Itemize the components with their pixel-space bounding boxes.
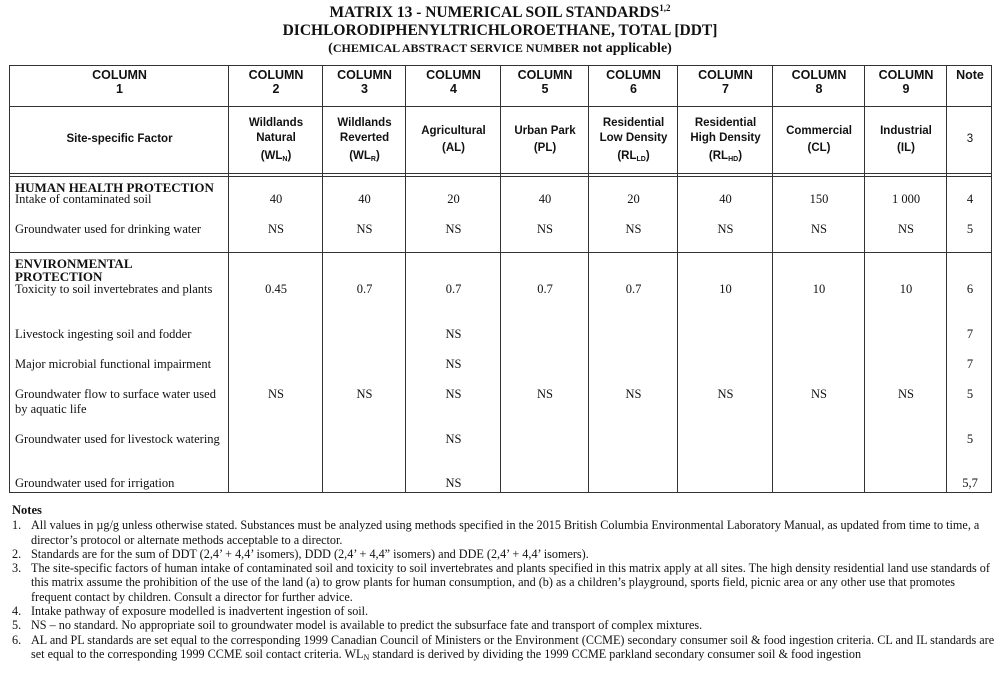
land-use-text xyxy=(249,116,303,165)
note-reference: 5,7 xyxy=(962,476,978,490)
land-use-label: Natural xyxy=(256,132,296,145)
standard-value: NS xyxy=(268,387,284,401)
land-use-label: 3 xyxy=(966,133,974,146)
factor-label: Toxicity to soil invertebrates and plants xyxy=(15,282,213,296)
column-number: 7 xyxy=(722,82,729,96)
land-use-abbreviation: (PL) xyxy=(533,142,557,154)
land-use-text xyxy=(66,132,172,148)
column-header xyxy=(406,68,501,104)
standard-value: 40 xyxy=(719,192,732,206)
land-use-label: Site-specific Factor xyxy=(66,133,173,146)
column-header-text xyxy=(698,68,753,96)
column-number: 8 xyxy=(815,82,823,96)
standard-value: NS xyxy=(445,222,462,236)
standard-value: 150 xyxy=(809,192,829,206)
column-header xyxy=(678,68,773,104)
section-divider xyxy=(10,252,991,253)
note-item xyxy=(12,547,997,561)
column-header-text xyxy=(879,68,934,96)
factor-label: Livestock ingesting soil and fodder xyxy=(15,327,192,341)
note-item xyxy=(12,518,997,547)
standard-value: NS xyxy=(625,387,642,401)
note-ref-header xyxy=(947,107,993,173)
note-reference: 7 xyxy=(966,357,974,371)
land-use-text xyxy=(786,124,852,157)
column-number: 6 xyxy=(630,82,637,96)
land-use-text xyxy=(690,116,760,165)
note-text: The site-specific factors of human intake of contaminated soil and toxicity to soil invertebrates and plants specified in this matrix apply at all sites. The high density residential land use standards of this matrix assume the prohibition of the use of the land (a) to grow plants for human consumption, and (b) as a children’s playground, sports field, picnic area or any other use that promotes frequent contact by children. Consult a director for further advice. xyxy=(31,561,990,604)
standard-value: NS xyxy=(717,222,734,236)
land-use-label: Commercial xyxy=(786,124,852,137)
column-label: COLUMN xyxy=(337,68,392,82)
factor-label: Groundwater used for livestock watering xyxy=(15,432,220,446)
standard-value: 0.45 xyxy=(265,282,287,296)
standard-value: 40 xyxy=(538,192,552,206)
column-label: COLUMN xyxy=(517,68,573,82)
notes-heading: Notes xyxy=(12,503,42,517)
standard-value: NS xyxy=(445,357,462,371)
title-line-2: DICHLORODIPHENYLTRICHLOROETHANE, TOTAL [DDT] xyxy=(282,22,718,39)
land-use-header xyxy=(229,107,323,173)
note-text xyxy=(31,633,997,662)
paren-open: ( xyxy=(328,41,333,56)
land-use-text xyxy=(880,124,932,157)
note-text-part: AL and PL standards are set equal to the corresponding 1999 Canadian Council of Ministers or the Environment (CCME) secondary consumer soil & food ingestion criteria. CL and IL standards are set equal to the corresponding 1999 CCME soil contact criteria. WL xyxy=(31,632,995,661)
column-header-text xyxy=(426,68,481,96)
land-use-label: Urban Park xyxy=(514,124,576,137)
column-header xyxy=(323,68,406,104)
column-number: 4 xyxy=(450,82,457,96)
standard-value: 40 xyxy=(358,192,371,206)
land-use-header xyxy=(406,107,501,173)
column-header-text xyxy=(337,68,392,96)
land-use-text xyxy=(337,116,391,165)
notes-section xyxy=(12,503,997,661)
title-line-1 xyxy=(0,4,1000,22)
standard-value: 40 xyxy=(269,192,283,206)
factor-label: Major microbial functional impairment xyxy=(15,357,212,371)
land-use-label: Wildlands xyxy=(248,116,304,129)
column-number: 1 xyxy=(116,82,123,96)
standard-value: NS xyxy=(898,222,914,236)
note-item xyxy=(12,633,997,662)
land-use-abbreviation: (AL) xyxy=(441,142,465,154)
column-header xyxy=(501,68,589,104)
column-label: COLUMN xyxy=(791,68,847,82)
note-subscript: N xyxy=(363,652,370,662)
column-label: COLUMN xyxy=(248,68,304,82)
column-header xyxy=(773,68,865,104)
land-use-text xyxy=(967,132,973,148)
document-title xyxy=(0,4,1000,57)
column-header-text xyxy=(606,68,661,96)
column-label: Note xyxy=(956,68,984,82)
land-use-label: Wildlands xyxy=(337,116,392,129)
note-reference: 7 xyxy=(966,327,974,341)
standard-value: 20 xyxy=(627,192,640,206)
note-item xyxy=(12,561,997,604)
column-number: 9 xyxy=(902,82,910,96)
land-use-label: Low Density xyxy=(599,132,668,145)
factor-label: Groundwater used for irrigation xyxy=(15,476,175,490)
column-header xyxy=(865,68,947,104)
header-double-divider xyxy=(10,173,991,177)
site-specific-factor-header xyxy=(10,107,229,173)
standard-value: 0.7 xyxy=(356,282,373,296)
land-use-header xyxy=(865,107,947,173)
column-header-text xyxy=(92,68,147,96)
abbr-subscript: HD xyxy=(728,155,739,163)
column-header xyxy=(10,68,229,104)
standard-value: NS xyxy=(268,222,284,236)
abbr-subscript: N xyxy=(282,155,288,163)
column-number: 2 xyxy=(272,82,280,96)
standard-value: 20 xyxy=(447,192,460,206)
section-heading-line: PROTECTION xyxy=(15,269,103,284)
column-header xyxy=(229,68,323,104)
land-use-label: Agricultural xyxy=(421,124,486,137)
standard-value: NS xyxy=(445,432,462,446)
standard-value: NS xyxy=(356,387,373,401)
standard-value: NS xyxy=(625,222,642,236)
land-use-label: High Density xyxy=(690,132,761,145)
land-use-label: Industrial xyxy=(880,124,932,137)
note-number: 2. xyxy=(12,546,22,561)
column-label: COLUMN xyxy=(426,68,481,82)
land-use-abbreviation: $(RL_{LD})$ xyxy=(617,149,650,163)
standard-value: NS xyxy=(537,387,553,401)
column-header-text xyxy=(956,68,984,82)
standard-value: 1 000 xyxy=(891,192,921,206)
land-use-abbreviation: $(WL_N)$ xyxy=(260,149,292,163)
note-text: Intake pathway of exposure modelled is inadvertent ingestion of soil. xyxy=(31,604,369,619)
note-item xyxy=(12,618,997,632)
standard-value: NS xyxy=(445,387,462,401)
note-number: 4. xyxy=(12,604,22,619)
standard-value: 0.7 xyxy=(537,282,553,296)
standard-value: NS xyxy=(811,222,827,236)
column-label: COLUMN xyxy=(698,68,753,82)
factor-label: Intake of contaminated soil xyxy=(15,192,152,206)
column-header xyxy=(589,68,678,104)
cas-value: not applicable) xyxy=(579,41,672,56)
cas-label: CHEMICAL ABSTRACT SERVICE NUMBER xyxy=(332,41,580,55)
note-reference: 5 xyxy=(966,222,974,236)
note-text: All values in µg/g unless otherwise stated. Substances must be analyzed using methods specified in the 2015 British Columbia Environmental Laboratory Manual, as updated from time to time, a director’s protocol or alternate methods acceptable to a director. xyxy=(31,518,980,547)
note-number: 3. xyxy=(12,561,22,576)
land-use-header xyxy=(678,107,773,173)
standard-value: NS xyxy=(356,222,373,236)
section-heading-environmental xyxy=(15,257,133,283)
land-use-label: Residential xyxy=(602,116,665,129)
land-use-text xyxy=(421,124,486,157)
section-heading-line: ENVIRONMENTAL xyxy=(15,256,133,271)
soil-standards-table xyxy=(9,65,992,493)
section-heading-human-health: HUMAN HEALTH PROTECTION xyxy=(15,180,214,195)
standard-value: NS xyxy=(445,327,462,341)
standard-value: 10 xyxy=(812,282,826,296)
standard-value: NS xyxy=(537,222,553,236)
land-use-label: Reverted xyxy=(339,132,390,145)
note-reference: 5 xyxy=(966,387,974,401)
column-header-text xyxy=(518,68,573,96)
note-number: 6. xyxy=(12,632,22,647)
standard-value: 0.7 xyxy=(445,282,462,296)
title-footnote-ref: 1,2 xyxy=(659,3,671,13)
note-number: 1. xyxy=(12,518,22,533)
matrix-title: MATRIX 13 - NUMERICAL SOIL STANDARDS xyxy=(329,4,660,21)
land-use-abbreviation: $(RL_{HD})$ xyxy=(708,149,743,163)
column-header-text xyxy=(792,68,847,96)
factor-label: Groundwater used for drinking water xyxy=(15,222,202,236)
column-label: COLUMN xyxy=(878,68,934,82)
column-number: 3 xyxy=(361,82,368,96)
note-text: NS – no standard. No appropriate soil to groundwater model is available to predict the subsurface fate and transport of complex mixtures. xyxy=(31,618,703,633)
column-number: 5 xyxy=(541,82,549,96)
note-text: Standards are for the sum of DDT (2,4’ + 4,4’ isomers), DDD (2,4’ + 4,4” isomers) and DDE (2,4’ + 4,4’ isomers). xyxy=(31,546,589,561)
standard-value: NS xyxy=(717,387,734,401)
land-use-header xyxy=(773,107,865,173)
land-use-header xyxy=(323,107,406,173)
standard-value: 0.7 xyxy=(625,282,642,296)
standard-value: NS xyxy=(811,387,827,401)
land-use-abbreviation: $(WL_R)$ xyxy=(349,149,380,163)
note-item xyxy=(12,604,997,618)
abbr-subscript: R xyxy=(370,155,376,163)
column-header-text xyxy=(249,68,304,96)
note-text-part: standard is derived by dividing the 1999 CCME parkland secondary consumer soil & food ingestion xyxy=(369,646,862,661)
note-reference: 6 xyxy=(966,282,974,296)
land-use-header xyxy=(589,107,678,173)
factor-label: Groundwater flow to surface water used by aquatic life xyxy=(15,387,216,416)
standard-value: 10 xyxy=(719,282,732,296)
column-label: COLUMN xyxy=(92,68,147,82)
land-use-abbreviation: (IL) xyxy=(897,142,915,154)
column-header xyxy=(947,68,993,104)
standard-value: 10 xyxy=(899,282,913,296)
title-line-3 xyxy=(0,40,1000,57)
standard-value: NS xyxy=(445,476,462,490)
land-use-text xyxy=(514,124,575,157)
land-use-label: Residential xyxy=(694,116,757,129)
note-number: 5. xyxy=(12,618,22,633)
land-use-header xyxy=(501,107,589,173)
standard-value: NS xyxy=(898,387,914,401)
land-use-abbreviation: (CL) xyxy=(807,142,831,154)
abbr-subscript: LD xyxy=(636,155,646,163)
note-reference: 4 xyxy=(966,192,974,206)
note-reference: 5 xyxy=(966,432,974,446)
column-label: COLUMN xyxy=(606,68,661,82)
land-use-text xyxy=(600,116,668,165)
